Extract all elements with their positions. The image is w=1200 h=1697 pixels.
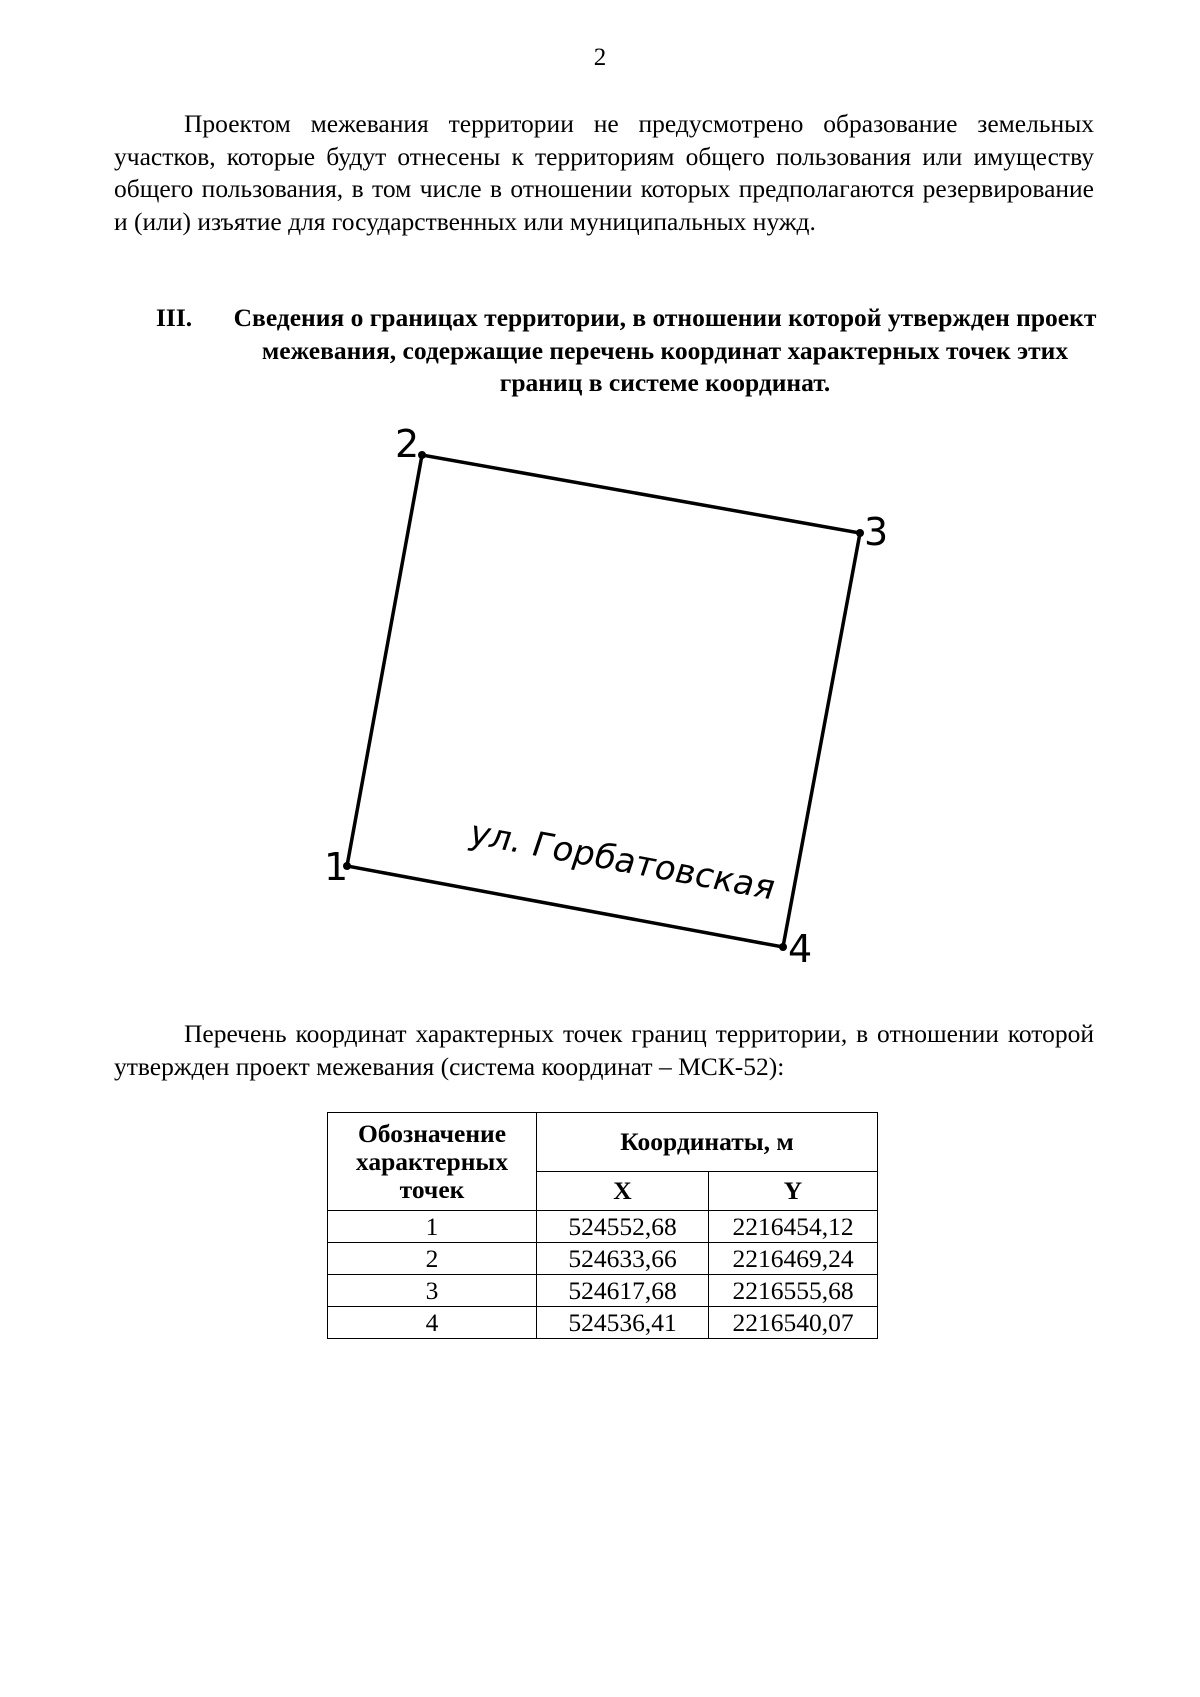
intro-paragraph: Проектом межевания территории не предусмотрено образование земельных участков, которые будут отнесены к территориям общего пользования или имуществу общего пользования, в том числе в отношении которых предполагаются резервирование и (или) изъятие для государственных или муниципальных нужд.: [114, 109, 1094, 236]
point-label-1: 1: [324, 845, 349, 889]
table-row: [328, 1243, 878, 1275]
street-label: ул. Горбатовская: [464, 813, 782, 908]
cell-x: 524617,68: [537, 1275, 709, 1307]
point-marker-2: [418, 451, 426, 459]
cell-point: 2: [328, 1243, 537, 1275]
point-label-3: 3: [864, 510, 889, 554]
header-coordinates: Координаты, м: [537, 1113, 878, 1172]
point-marker-4: [779, 943, 787, 951]
cell-x: 524633,66: [537, 1243, 709, 1275]
section-number: III.: [156, 303, 193, 332]
table-row: [328, 1211, 878, 1243]
table-row: [328, 1275, 878, 1307]
cell-y: 2216540,07: [709, 1307, 878, 1339]
point-label-2: 2: [395, 422, 420, 466]
cell-y: 2216469,24: [709, 1243, 878, 1275]
table-header-row: [328, 1113, 878, 1172]
cell-y: 2216454,12: [709, 1211, 878, 1243]
cell-x: 524552,68: [537, 1211, 709, 1243]
header-x: X: [537, 1172, 709, 1211]
cell-x: 524536,41: [537, 1307, 709, 1339]
cell-y: 2216555,68: [709, 1275, 878, 1307]
section-title: Сведения о границах территории, в отношении которой утвержден проект межевания, содержащие перечень координат характерных точек этих границ в системе координат.: [233, 303, 1097, 397]
cell-point: 4: [328, 1307, 537, 1339]
point-label-4: 4: [788, 927, 813, 971]
header-y: Y: [709, 1172, 878, 1211]
header-points: Обозначение характерных точек: [328, 1113, 537, 1211]
cell-point: 1: [328, 1211, 537, 1243]
coordinates-table: [327, 1112, 878, 1339]
coords-paragraph: Перечень координат характерных точек границ территории, в отношении которой утвержден проект межевания (система координат – МСК-52):: [114, 1019, 1094, 1081]
cell-point: 3: [328, 1275, 537, 1307]
page-number: 2: [593, 44, 607, 71]
table-row: [328, 1307, 878, 1339]
point-marker-3: [856, 529, 864, 537]
